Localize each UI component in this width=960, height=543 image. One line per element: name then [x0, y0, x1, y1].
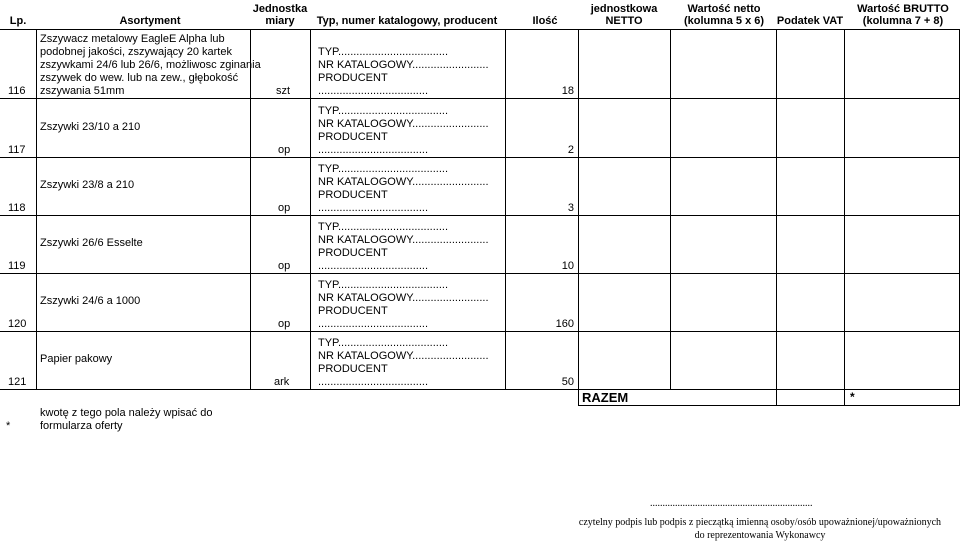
row-119-nr: NR KATALOGOWY.........................: [318, 234, 489, 246]
row-117-nr: NR KATALOGOWY.........................: [318, 118, 489, 130]
row-121-unit: ark: [274, 376, 290, 388]
row-116-nr: NR KATALOGOWY.........................: [318, 59, 489, 71]
row-120-nr: NR KATALOGOWY.........................: [318, 292, 489, 304]
row-121-qty: 50: [561, 376, 574, 388]
row-119-producent: PRODUCENT: [318, 247, 388, 259]
row-118-lp: 118: [8, 202, 26, 214]
row-line-120: [0, 331, 960, 332]
row-116-desc: [40, 33, 261, 98]
row-120-dots: ....................................: [318, 318, 429, 330]
row-116-lp: 116: [8, 85, 26, 97]
row-119-typ: TYP....................................: [318, 221, 448, 233]
row-116-qty: 18: [561, 85, 574, 97]
row-118-dots: ....................................: [318, 202, 429, 214]
row-120-qty: 160: [555, 318, 574, 330]
row-120-typ-block: [318, 279, 489, 331]
footnote-line: kwotę z tego pola należy wpisać do: [40, 407, 213, 419]
row-117-dots: ....................................: [318, 144, 429, 156]
row-line-118: [0, 215, 960, 216]
row-121-producent: PRODUCENT: [318, 363, 388, 375]
header-wartosc-netto: [672, 3, 776, 27]
row-line-116: [0, 98, 960, 99]
col-line-typ: [505, 29, 506, 389]
col-line-wartosc-netto: [776, 29, 777, 405]
row-119-typ-block: [318, 221, 489, 273]
footnote-text: [40, 407, 212, 433]
row-line-119: [0, 273, 960, 274]
row-119-unit: op: [278, 260, 291, 272]
header-wartosc-netto-line2: (kolumna 5 x 6): [683, 15, 765, 27]
row-116-desc-line: zszywek do wew. lub na zew., głębokość: [40, 72, 239, 84]
signature-caption-line: czytelny podpis lub podpis z pieczątką imienną osoby/osób upoważnionej/upoważnionych: [578, 517, 942, 528]
signature-caption: [560, 516, 960, 542]
signature-caption-line: do reprezentowania Wykonawcy: [694, 530, 826, 541]
footnote-star: *: [6, 420, 11, 432]
razem-label: RAZEM: [582, 390, 629, 405]
footnote-line: formularza oferty: [40, 420, 123, 432]
row-117-unit: op: [278, 144, 291, 156]
row-118-typ-block: [318, 163, 489, 215]
row-119-dots: ....................................: [318, 260, 429, 272]
col-line-lp: [36, 29, 37, 389]
row-120-desc: Zszywki 24/6 a 1000: [40, 295, 141, 307]
row-116-desc-line: podobnej jakości, zszywający 20 kartek: [40, 46, 232, 58]
row-118-producent: PRODUCENT: [318, 189, 388, 201]
header-jednostka-line2: miary: [265, 15, 295, 27]
row-117-lp: 117: [8, 144, 26, 156]
row-118-typ: TYP....................................: [318, 163, 448, 175]
header-jednostkowa-line2: NETTO: [605, 15, 643, 27]
row-116-typ-block: [318, 46, 489, 98]
row-119-qty: 10: [561, 260, 574, 272]
razem-bottom-line: [578, 405, 960, 406]
row-116-typ: TYP....................................: [318, 46, 448, 58]
razem-star: *: [850, 390, 855, 404]
header-asortyment: Asortyment: [119, 15, 181, 27]
row-119-lp: 119: [8, 260, 26, 272]
col-line-jednostkowa: [670, 29, 671, 389]
row-118-desc: Zszywki 23/8 a 210: [40, 179, 135, 191]
row-118-unit: op: [278, 202, 291, 214]
header-jednostkowa-line1: jednostkowa: [590, 3, 658, 15]
row-116-desc-line: zszywkami 24/6 lub 26/6, możliwosc zginania: [40, 59, 261, 71]
row-116-desc-line: Zszywacz metalowy EagleE Alpha lub: [40, 33, 225, 45]
row-line-121: [0, 389, 960, 390]
col-line-ilosc: [578, 29, 579, 405]
row-121-desc: Papier pakowy: [40, 353, 113, 365]
signature-dots: .................................................................: [650, 498, 813, 509]
col-line-jednostka: [310, 29, 311, 389]
row-116-dots: ....................................: [318, 85, 429, 97]
header-wartosc-brutto-line1: Wartość BRUTTO: [857, 3, 949, 15]
header-jednostka: [250, 3, 310, 27]
row-121-nr: NR KATALOGOWY.........................: [318, 350, 489, 362]
row-121-dots: ....................................: [318, 376, 429, 388]
header-bottom-line: [0, 29, 960, 30]
row-121-typ: TYP....................................: [318, 337, 448, 349]
row-117-producent: PRODUCENT: [318, 131, 388, 143]
row-120-unit: op: [278, 318, 291, 330]
row-117-desc: Zszywki 23/10 a 210: [40, 121, 141, 133]
header-wartosc-brutto-line2: (kolumna 7 + 8): [862, 15, 944, 27]
header-jednostka-line1: Jednostka: [252, 3, 308, 15]
header-lp: Lp.: [9, 15, 27, 27]
row-line-117: [0, 157, 960, 158]
header-wartosc-brutto: [846, 3, 960, 27]
row-120-lp: 120: [8, 318, 27, 330]
row-121-lp: 121: [8, 376, 27, 388]
row-118-qty: 3: [567, 202, 574, 214]
row-118-nr: NR KATALOGOWY.........................: [318, 176, 489, 188]
row-120-producent: PRODUCENT: [318, 305, 388, 317]
header-ilosc: Ilość: [532, 15, 558, 27]
header-typ: Typ, numer katalogowy, producent: [316, 15, 498, 27]
row-117-qty: 2: [567, 144, 574, 156]
header-jednostkowa: [578, 3, 670, 27]
row-116-desc-line: zszywania 51mm: [40, 85, 125, 97]
row-121-typ-block: [318, 337, 489, 389]
col-line-podatek: [844, 29, 845, 405]
row-116-producent: PRODUCENT: [318, 72, 388, 84]
row-117-typ-block: [318, 105, 489, 157]
header-podatek: Podatek VAT: [776, 15, 844, 27]
row-116-unit: szt: [276, 85, 291, 97]
header-wartosc-netto-line1: Wartość netto: [687, 3, 761, 15]
row-117-typ: TYP....................................: [318, 105, 448, 117]
row-120-typ: TYP....................................: [318, 279, 448, 291]
row-119-desc: Zszywki 26/6 Esselte: [40, 237, 143, 249]
